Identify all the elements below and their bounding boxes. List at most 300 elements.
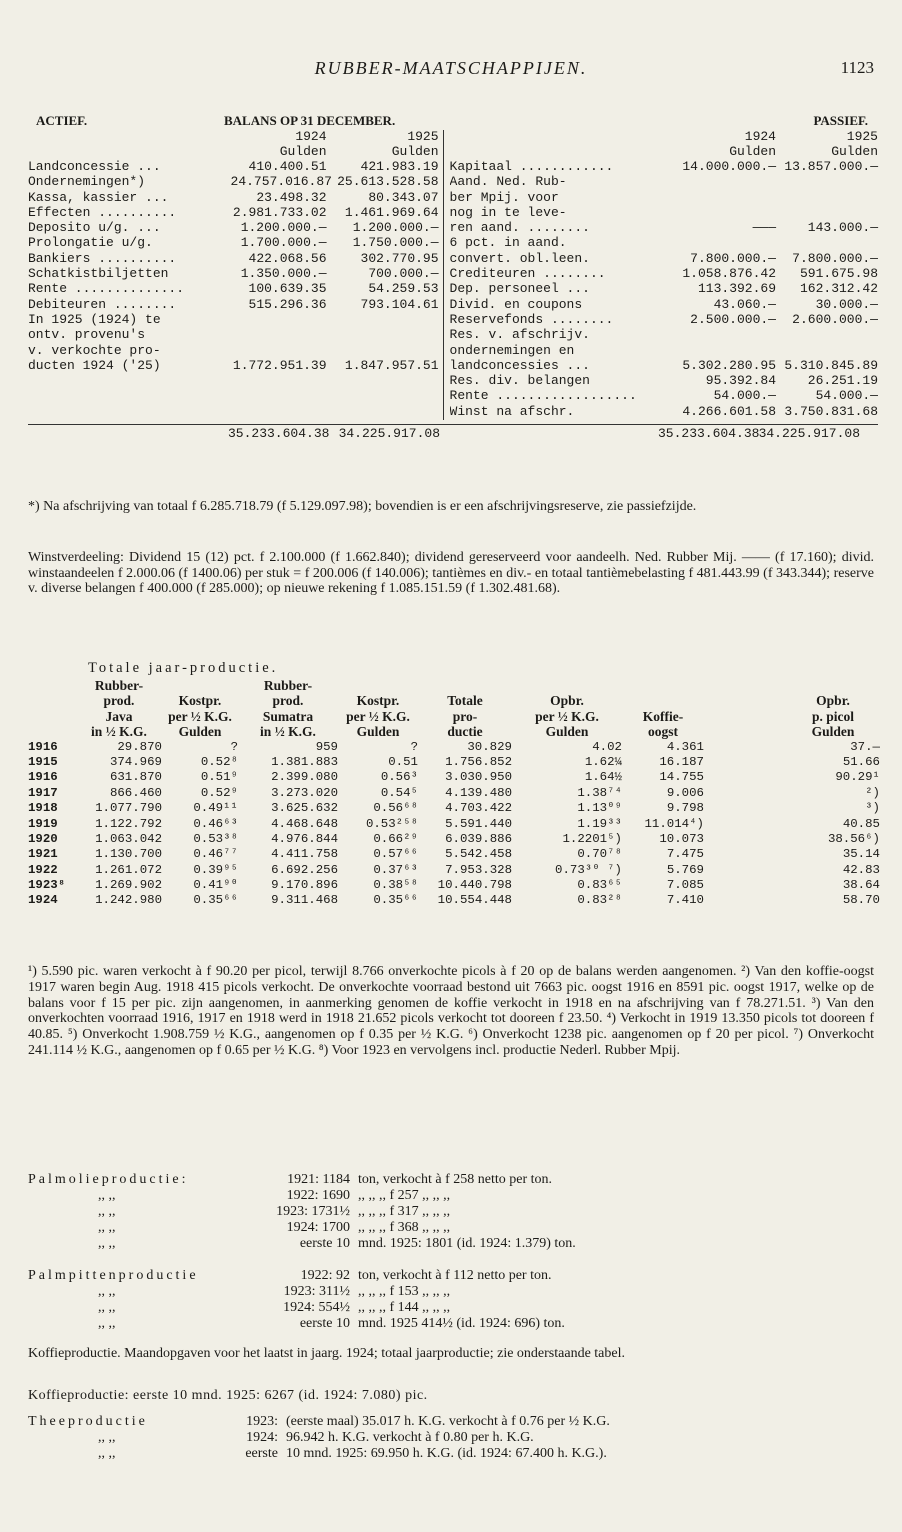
production-cell: 0.52⁸ bbox=[200, 754, 238, 769]
palmolie-label: ,, ,, bbox=[98, 1236, 116, 1251]
passief-label: Kapitaal ............ bbox=[449, 160, 614, 174]
production-header-cell: in ½ K.G. bbox=[260, 724, 316, 740]
passief-value-1925: 591.675.98 bbox=[799, 266, 878, 282]
production-header-cell: Gulden bbox=[811, 724, 855, 740]
production-header-cell: Rubber- bbox=[94, 678, 144, 693]
actief-value-1924: 1.350.000.— bbox=[240, 266, 327, 282]
production-header-cell: pro- bbox=[452, 708, 478, 724]
passief-label: Reservefonds ........ bbox=[449, 312, 614, 327]
production-cell: 374.969 bbox=[109, 754, 162, 769]
total-passief-1925: 34.225.917.08 bbox=[758, 426, 860, 442]
actief-label: Prolongatie u/g. bbox=[28, 236, 153, 251]
passief-value-1925 bbox=[776, 236, 878, 251]
actief-label: Schatkistbiljetten bbox=[28, 267, 169, 282]
actief-label: Debiteuren ........ bbox=[28, 297, 177, 312]
actief-label: Landconcessie ... bbox=[28, 160, 161, 174]
production-cell: 40.85 bbox=[842, 816, 880, 831]
passief-row bbox=[450, 359, 878, 374]
production-cell: 1.063.042 bbox=[95, 831, 162, 846]
palmolie-label: ,, ,, bbox=[98, 1188, 116, 1203]
balance-footnote: *) Na afschrijving van totaal f 6.285.718.79 (f 5.129.097.98); bovendien is er een afschrijvingsreserve, zie passiefzijde. bbox=[28, 499, 697, 514]
actief-column bbox=[28, 130, 444, 420]
palmolie-text: ,, ,, ,, f 368 ,, ,, ,, bbox=[358, 1220, 451, 1235]
actief-label: In 1925 (1924) te bbox=[28, 312, 161, 327]
palmolie-year: 1921: 1184 bbox=[287, 1172, 350, 1187]
production-header-cell bbox=[338, 678, 418, 693]
passief-value-1924: 1.058.876.42 bbox=[682, 266, 776, 282]
passief-label: ber Mpij. voor bbox=[449, 190, 559, 205]
actief-value-1924: 100.639.35 bbox=[248, 281, 327, 297]
production-cell: 4.139.480 bbox=[445, 785, 512, 800]
production-cell: 0.52⁹ bbox=[200, 785, 238, 800]
balance-heading: BALANS OP 31 DECEMBER. bbox=[224, 113, 396, 128]
passief-label: nog in te leve- bbox=[449, 205, 567, 220]
thee-label: ,, ,, bbox=[98, 1430, 116, 1445]
production-header-cell: Totale bbox=[447, 693, 483, 709]
actief-value-1925 bbox=[327, 344, 439, 359]
palmpitten-section bbox=[28, 1268, 874, 1332]
production-cell: 29.870 bbox=[117, 739, 162, 754]
actief-value-1924 bbox=[231, 328, 327, 343]
passief-value-1924: 43.060.— bbox=[713, 296, 776, 312]
actief-value-1925: 80.343.07 bbox=[368, 189, 439, 205]
production-cell: 4.361 bbox=[666, 739, 704, 754]
production-caption: Totale jaar-productie. bbox=[88, 660, 279, 676]
palmolie-year: 1924: 1700 bbox=[286, 1220, 350, 1235]
palmolie-row bbox=[28, 1172, 874, 1188]
passief-value-1925: 162.312.42 bbox=[799, 281, 878, 297]
production-cell: 35.14 bbox=[842, 847, 880, 862]
production-cell: 4.976.844 bbox=[271, 831, 338, 846]
total-actief-1924: 35.233.604.38 bbox=[228, 426, 330, 442]
passief-value-1924 bbox=[676, 175, 776, 190]
production-cell: 4.411.758 bbox=[271, 847, 338, 862]
production-cell: 4.02 bbox=[592, 739, 622, 754]
production-cell: 1.756.852 bbox=[445, 754, 512, 769]
production-cell-spacer bbox=[704, 770, 786, 785]
passief-row bbox=[450, 206, 878, 221]
production-header-cell: prod. bbox=[272, 693, 304, 709]
palmpitten-text: ton, verkocht à f 112 netto per ton. bbox=[358, 1268, 552, 1283]
production-year: 1916 bbox=[28, 739, 58, 754]
actief-row bbox=[28, 313, 439, 328]
thee-section bbox=[28, 1414, 874, 1462]
production-cell: 7.475 bbox=[666, 847, 704, 862]
production-cell: 0.35⁶⁶ bbox=[193, 893, 238, 908]
passief-row bbox=[450, 313, 878, 328]
actief-row bbox=[28, 191, 439, 206]
production-header-cell bbox=[704, 693, 786, 708]
production-cell: 0.56³ bbox=[380, 770, 418, 785]
production-cell: 0.83²⁸ bbox=[577, 893, 622, 908]
production-year: 1918 bbox=[28, 801, 58, 816]
thee-text: 10 mnd. 1925: 69.950 h. K.G. (id. 1924: 67.400 h. K.G.). bbox=[286, 1446, 607, 1461]
passief-value-1925: 143.000.— bbox=[807, 220, 878, 236]
passief-value-1924: 95.392.84 bbox=[705, 373, 776, 389]
palmolie-text: ,, ,, ,, f 257 ,, ,, ,, bbox=[358, 1188, 451, 1203]
actief-row bbox=[28, 206, 439, 221]
currency-label: Gulden bbox=[279, 144, 327, 159]
production-header-cell: per ½ K.G. bbox=[168, 708, 232, 724]
production-cell: ? bbox=[230, 739, 238, 754]
palmpitten-label: ,, ,, bbox=[98, 1284, 116, 1299]
production-cell: 5.591.440 bbox=[445, 816, 512, 831]
production-cell: 37.— bbox=[850, 739, 880, 754]
production-cell: 1.130.700 bbox=[95, 847, 162, 862]
winstverdeeling-paragraph: Winstverdeeling: Dividend 15 (12) pct. f 2.100.000 (f 1.662.840); dividend gereserveerd voor aandeelh. Ned. Rubber Mij. —— (f 17.160); divid. winstaandeelen f 2.000.06 (f 1400.06) per stuk = f 200.006 (f 140.006); tantièmes en div.- en totaal tantièmebelasting f 481.443.99 (f 343.344); reserve v. diverse belangen f 400.000 (f 285.000); op nieuwe rekening f 1.085.151.59 (f 1.302.481.68). bbox=[28, 550, 874, 596]
passief-label: Res. v. afschrijv. bbox=[449, 328, 590, 343]
palmpitten-label: Palmpittenproductie bbox=[28, 1268, 199, 1283]
passief-value-1925 bbox=[776, 191, 878, 206]
palmolie-year: 1923: 1731½ bbox=[276, 1204, 350, 1219]
production-header-cell: Kostpr. bbox=[178, 693, 222, 709]
production-cell: 0.37⁶³ bbox=[373, 862, 418, 877]
actief-value-1924 bbox=[231, 313, 327, 328]
production-header-cell bbox=[786, 678, 880, 693]
passief-value-1925 bbox=[776, 206, 878, 221]
actief-value-1924: 2.981.733.02 bbox=[232, 204, 327, 220]
production-cell: 9.006 bbox=[666, 785, 704, 800]
production-cell: 3.273.020 bbox=[271, 785, 338, 800]
actief-label: Effecten .......... bbox=[28, 205, 177, 220]
actief-row bbox=[28, 359, 439, 374]
year-1924: 1924 bbox=[744, 129, 776, 144]
production-header-cell: Opbr. bbox=[550, 693, 584, 709]
passief-label: Res. div. belangen bbox=[449, 374, 590, 389]
production-header-cell: Opbr. bbox=[816, 693, 850, 709]
actief-row bbox=[28, 267, 439, 282]
passief-label: Crediteuren ........ bbox=[449, 267, 606, 282]
production-cell: ²) bbox=[865, 785, 880, 800]
production-header-cell bbox=[28, 693, 76, 708]
production-header-cell: per ½ K.G. bbox=[346, 708, 410, 724]
passief-label: Divid. en coupons bbox=[449, 297, 583, 312]
palmpitten-row bbox=[28, 1284, 874, 1300]
production-cell: 0.46⁷⁷ bbox=[193, 847, 238, 862]
thee-label: ,, ,, bbox=[98, 1446, 116, 1461]
passief-value-1924 bbox=[676, 236, 776, 251]
production-cell: 3.625.632 bbox=[271, 801, 338, 816]
actief-value-1925 bbox=[327, 328, 439, 343]
palmolie-row bbox=[28, 1220, 874, 1236]
production-cell: 0.51⁹ bbox=[200, 770, 238, 785]
palmpitten-year: 1924: 554½ bbox=[283, 1300, 350, 1315]
production-cell: 0.39⁹⁵ bbox=[193, 862, 238, 877]
production-cell: 1.242.980 bbox=[95, 893, 162, 908]
actief-value-1925: 1.461.969.64 bbox=[344, 204, 439, 220]
production-year: 1923⁸ bbox=[28, 878, 66, 893]
production-cell: 0.56⁶⁸ bbox=[373, 801, 418, 816]
production-cell-spacer bbox=[704, 801, 786, 816]
passief-row bbox=[450, 374, 878, 389]
production-year: 1917 bbox=[28, 785, 58, 800]
palmolie-label: ,, ,, bbox=[98, 1220, 116, 1235]
production-header-cell: ductie bbox=[447, 724, 483, 740]
production-year: 1922 bbox=[28, 862, 58, 877]
total-passief-1924: 35.233.604.38 bbox=[658, 426, 760, 442]
actief-value-1924: 515.296.36 bbox=[248, 296, 327, 312]
actief-label: ontv. provenu's bbox=[28, 328, 146, 343]
production-cell: 4.703.422 bbox=[445, 801, 512, 816]
passief-value-1924 bbox=[676, 191, 776, 206]
year-1925: 1925 bbox=[846, 129, 878, 144]
palmpitten-row bbox=[28, 1300, 874, 1316]
passief-row bbox=[450, 236, 878, 251]
production-year: 1921 bbox=[28, 847, 58, 862]
production-cell: 9.170.896 bbox=[271, 878, 338, 893]
actief-value-1924: 422.068.56 bbox=[248, 250, 327, 266]
production-cell: 6.692.256 bbox=[271, 862, 338, 877]
palmolie-text: mnd. 1925: 1801 (id. 1924: 1.379) ton. bbox=[358, 1236, 576, 1251]
actief-value-1925: 421.983.19 bbox=[360, 159, 439, 174]
production-header-cell bbox=[28, 724, 76, 739]
palmolie-year: eerste 10 bbox=[299, 1236, 350, 1251]
production-header-cell bbox=[622, 693, 704, 708]
actief-row bbox=[28, 236, 439, 251]
page-number: 1123 bbox=[840, 58, 874, 77]
production-cell: 38.64 bbox=[842, 878, 880, 893]
actief-row bbox=[28, 328, 439, 343]
passief-label: PASSIEF. bbox=[813, 113, 868, 128]
production-cell: 1.122.792 bbox=[95, 816, 162, 831]
passief-value-1924: 5.302.280.95 bbox=[682, 357, 776, 373]
passief-row bbox=[450, 282, 878, 297]
passief-value-1924: 14.000.000.— bbox=[682, 159, 776, 174]
production-cell-spacer bbox=[704, 847, 786, 862]
production-cell: 42.83 bbox=[842, 862, 880, 877]
production-cell: 866.460 bbox=[109, 785, 162, 800]
production-cell: ³) bbox=[865, 801, 880, 816]
production-cell: 631.870 bbox=[109, 770, 162, 785]
production-header-cell: per ½ K.G. bbox=[535, 708, 599, 724]
passief-value-1924 bbox=[676, 344, 776, 359]
production-header-cell bbox=[418, 678, 512, 693]
actief-value-1924: 23.498.32 bbox=[256, 189, 327, 205]
production-cell: 1.2201⁵) bbox=[562, 831, 622, 846]
passief-value-1924: 7.800.000.— bbox=[690, 250, 776, 266]
actief-value-1924 bbox=[231, 344, 327, 359]
passief-row bbox=[450, 328, 878, 343]
page-header bbox=[0, 58, 902, 82]
palmolie-text: ,, ,, ,, f 317 ,, ,, ,, bbox=[358, 1204, 451, 1219]
actief-value-1925: 1.750.000.— bbox=[352, 235, 439, 251]
thee-year: eerste bbox=[245, 1446, 278, 1461]
production-year: 1919 bbox=[28, 816, 58, 831]
production-cell-spacer bbox=[704, 755, 786, 770]
production-cell: 4.468.648 bbox=[271, 816, 338, 831]
production-cell-spacer bbox=[704, 740, 786, 755]
production-cell-spacer bbox=[704, 786, 786, 801]
actief-value-1924: 410.400.51 bbox=[248, 159, 327, 174]
production-cell: 6.039.886 bbox=[445, 831, 512, 846]
production-cell: 7.085 bbox=[666, 878, 704, 893]
production-cell: 1.62¼ bbox=[584, 754, 622, 769]
production-cell: 0.73³⁰ ⁷) bbox=[555, 862, 622, 877]
palmolie-text: ton, verkocht à f 258 netto per ton. bbox=[358, 1172, 553, 1187]
actief-row bbox=[28, 160, 439, 175]
actief-row bbox=[28, 298, 439, 313]
production-cell: 0.41⁹⁰ bbox=[193, 878, 238, 893]
palmpitten-year: 1923: 311½ bbox=[283, 1284, 350, 1299]
production-cell: 0.57⁶⁶ bbox=[373, 847, 418, 862]
palmpitten-year: 1922: 92 bbox=[300, 1268, 350, 1283]
production-cell: 11.014⁴) bbox=[644, 816, 704, 831]
production-cell: 90.29¹ bbox=[835, 770, 880, 785]
actief-row bbox=[28, 282, 439, 297]
production-cell: 1.38⁷⁴ bbox=[577, 785, 622, 800]
koffie-paragraph: Koffieproductie. Maandopgaven voor het laatst in jaarg. 1924; totaal jaarproductie; zie onderstaande tabel. bbox=[28, 1346, 625, 1361]
passief-value-1925: 13.857.000.— bbox=[784, 159, 878, 174]
production-notes: ¹) 5.590 pic. waren verkocht à f 90.20 per picol, terwijl 8.766 onverkochte picols à f 20 op de balans werden aangenomen. ²) Van den koffie-oogst 1917 waren begin Aug. 1918 415 picols verkocht. De onverkochte voorraad bestond uit 7663 pic. oogst 1916 en 8591 pic. oogst 1917, welke op de balans voor f 15 per pic. zijn aangenomen, in aanmerking genomen de koffie verkocht in 1918 en na afschrijving van f 78.271.51. ³) Van den onverkochten voorraad 1916, 1917 en 1918 werd in 1918 21.652 picols verkocht tot dooreen f 23.50. ⁴) Verkocht in 1919 13.350 picols tot dooreen f 40.85. ⁵) Onverkocht 1.908.759 ½ K.G., aangenomen op f 0.35 per ½ K.G. ⁶) Onverkocht 1238 pic. aangenomen op f 20 per picol. ⁷) Onverkocht 241.114 ½ K.G., aangenomen op f 0.65 per ½ K.G. ⁸) Voor 1923 en vervolgens incl. productie Nederl. Rubber Mpij. bbox=[28, 964, 874, 1058]
palmolie-label: ,, ,, bbox=[98, 1204, 116, 1219]
production-cell: 10.073 bbox=[659, 831, 704, 846]
production-cell: 1.19³³ bbox=[577, 816, 622, 831]
production-cell: 0.53³⁸ bbox=[193, 831, 238, 846]
thee-row bbox=[28, 1430, 874, 1446]
palmolie-row bbox=[28, 1188, 874, 1204]
passief-value-1925: 2.600.000.— bbox=[792, 311, 878, 327]
production-header-cell: in ½ K.G. bbox=[91, 724, 147, 740]
year-1925: 1925 bbox=[407, 129, 439, 144]
production-cell: 9.798 bbox=[666, 801, 704, 816]
production-cell: 1.13⁰⁹ bbox=[577, 801, 622, 816]
palmpitten-text: ,, ,, ,, f 144 ,, ,, ,, bbox=[358, 1300, 451, 1315]
production-year: 1916 bbox=[28, 770, 58, 785]
actief-value-1925: 302.770.95 bbox=[360, 250, 439, 266]
thee-year: 1923: bbox=[246, 1414, 278, 1429]
total-actief-1925: 34.225.917.08 bbox=[338, 426, 440, 442]
production-cell: 0.51 bbox=[388, 754, 418, 769]
passief-row bbox=[450, 298, 878, 313]
production-cell: 3.030.950 bbox=[445, 770, 512, 785]
passief-value-1925: 5.310.845.89 bbox=[784, 357, 878, 373]
production-cell: 51.66 bbox=[842, 754, 880, 769]
production-cell: 0.70⁷⁸ bbox=[577, 847, 622, 862]
passief-row bbox=[450, 267, 878, 282]
actief-row bbox=[28, 344, 439, 359]
passief-label: landconcessies ... bbox=[449, 358, 590, 373]
passief-label: Aand. Ned. Rub- bbox=[449, 175, 567, 190]
actief-value-1924: 24.757.016.87 bbox=[230, 174, 332, 190]
production-cell-spacer bbox=[704, 817, 786, 832]
passief-row bbox=[450, 175, 878, 190]
production-header-cell bbox=[622, 678, 704, 693]
production-cell: 10.554.448 bbox=[437, 893, 512, 908]
passief-label: Rente .................. bbox=[449, 389, 637, 404]
production-header-cell: Java bbox=[105, 708, 133, 724]
production-cell: 1.381.883 bbox=[271, 754, 338, 769]
production-cell-spacer bbox=[704, 832, 786, 847]
palmpitten-label: ,, ,, bbox=[98, 1300, 116, 1315]
production-cell: 2.399.080 bbox=[271, 770, 338, 785]
production-cell-spacer bbox=[704, 863, 786, 878]
passief-value-1925: 30.000.— bbox=[815, 296, 878, 312]
production-year: 1915 bbox=[28, 754, 58, 769]
production-header-cell: Sumatra bbox=[262, 708, 314, 724]
production-cell: 14.755 bbox=[659, 770, 704, 785]
actief-row bbox=[28, 252, 439, 267]
balance-sheet bbox=[28, 114, 878, 443]
production-cell: 1.269.902 bbox=[95, 878, 162, 893]
actief-label: Bankiers .......... bbox=[28, 251, 177, 266]
passief-label: ondernemingen en bbox=[449, 343, 575, 358]
actief-label: Deposito u/g. ... bbox=[28, 221, 161, 236]
actief-value-1925: 25.613.528.58 bbox=[337, 174, 439, 190]
thee-text: 96.942 h. K.G. verkocht à f 0.80 per h. K.G. bbox=[286, 1430, 534, 1445]
passief-row bbox=[450, 160, 878, 175]
thee-year: 1924: bbox=[246, 1430, 278, 1445]
actief-label: Rente .............. bbox=[28, 282, 185, 297]
production-header-cell: prod. bbox=[103, 693, 135, 709]
production-cell: 0.83⁶⁵ bbox=[577, 878, 622, 893]
production-cell: 0.49¹¹ bbox=[193, 801, 238, 816]
totals-row bbox=[28, 427, 878, 443]
passief-label: Winst na afschr. bbox=[449, 404, 575, 419]
actief-label: Kassa, kassier ... bbox=[28, 190, 169, 205]
production-cell: 5.769 bbox=[666, 862, 704, 877]
actief-value-1925: 793.104.61 bbox=[360, 296, 439, 312]
passief-value-1924 bbox=[676, 206, 776, 221]
production-cell: 10.440.798 bbox=[437, 878, 512, 893]
production-cell: 38.56⁶) bbox=[827, 831, 880, 846]
production-header-cell: Rubber- bbox=[263, 678, 313, 693]
palmolie-label: Palmolieproductie: bbox=[28, 1172, 189, 1187]
passief-row bbox=[450, 191, 878, 206]
production-header-cell: oogst bbox=[648, 724, 678, 740]
palmpitten-row bbox=[28, 1316, 874, 1332]
passief-label: Dep. personeel ... bbox=[449, 282, 590, 297]
currency-label: Gulden bbox=[729, 144, 776, 159]
production-cell: 0.66²⁹ bbox=[373, 831, 418, 846]
production-cell: 0.38⁵⁸ bbox=[373, 878, 418, 893]
production-cell: 7.953.328 bbox=[445, 862, 512, 877]
production-cell: 0.53²⁵⁸ bbox=[365, 816, 418, 831]
production-header-cell bbox=[512, 678, 622, 693]
palmpitten-text: ,, ,, ,, f 153 ,, ,, ,, bbox=[358, 1284, 451, 1299]
year-1924: 1924 bbox=[295, 129, 327, 144]
passief-label: 6 pct. in aand. bbox=[449, 236, 567, 251]
production-cell: 1.64½ bbox=[584, 770, 622, 785]
production-header-cell bbox=[704, 678, 786, 693]
production-header-cell: Gulden bbox=[545, 724, 589, 740]
production-header-cell: p. picol bbox=[811, 708, 854, 724]
palmolie-section bbox=[28, 1172, 874, 1252]
palmpitten-label: ,, ,, bbox=[98, 1316, 116, 1331]
passief-value-1925 bbox=[776, 344, 878, 359]
currency-label: Gulden bbox=[391, 144, 439, 159]
passief-value-1924: ——— bbox=[752, 220, 776, 236]
actief-value-1925 bbox=[327, 313, 439, 328]
actief-value-1924: 1.200.000.— bbox=[240, 220, 327, 236]
production-cell: 0.46⁶³ bbox=[193, 816, 238, 831]
thee-label: Theeproductie bbox=[28, 1414, 148, 1429]
palmpitten-row bbox=[28, 1268, 874, 1284]
production-cell: 1.077.790 bbox=[95, 801, 162, 816]
passief-value-1925 bbox=[776, 328, 878, 343]
passief-value-1925: 3.750.831.68 bbox=[784, 403, 878, 419]
koffie-production-line: Koffieproductie: eerste 10 mnd. 1925: 6267 (id. 1924: 7.080) pic. bbox=[28, 1388, 428, 1403]
passief-row bbox=[450, 221, 878, 236]
production-cell-spacer bbox=[704, 893, 786, 908]
production-header-cell bbox=[704, 724, 786, 739]
passief-value-1925: 26.251.19 bbox=[807, 373, 878, 389]
thee-row bbox=[28, 1446, 874, 1462]
production-cell-spacer bbox=[704, 878, 786, 893]
actief-row bbox=[28, 221, 439, 236]
actief-value-1925: 54.259.53 bbox=[368, 281, 439, 297]
currency-label: Gulden bbox=[831, 144, 878, 159]
production-header-cell bbox=[704, 709, 786, 724]
